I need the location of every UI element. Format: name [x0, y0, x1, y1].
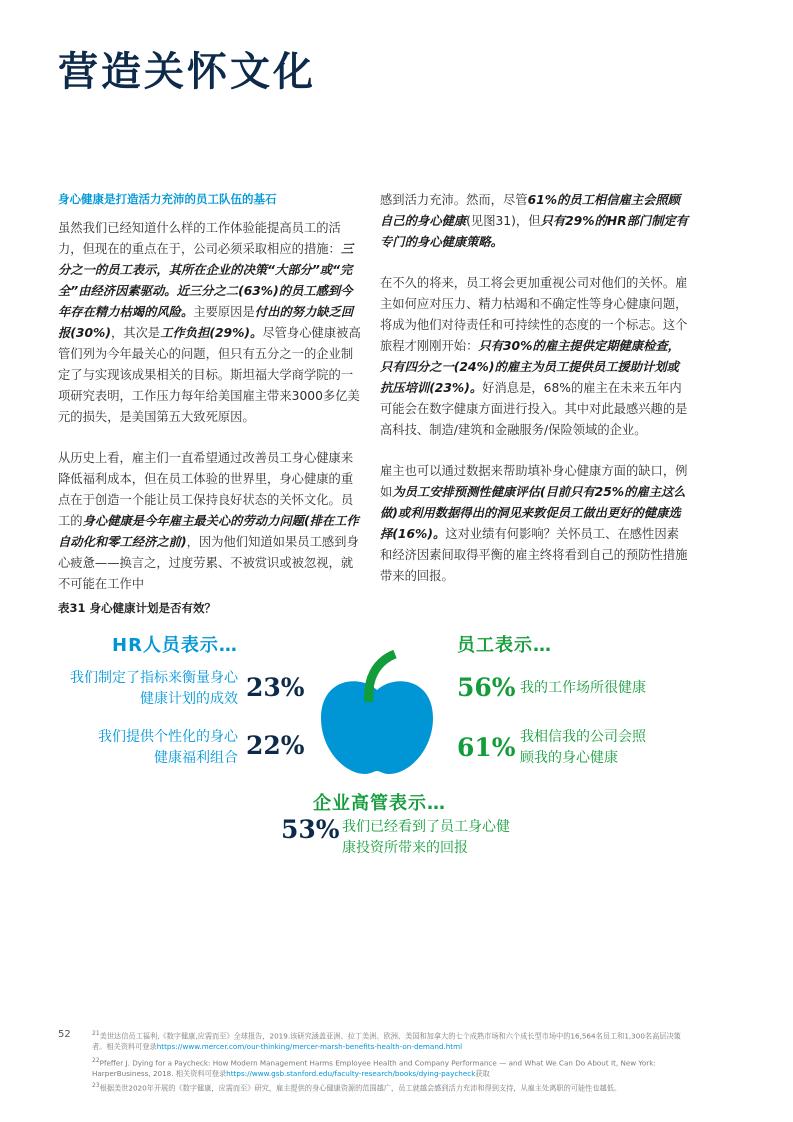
right-column	[380, 190, 690, 607]
employee-statement-1: 我的工作场所很健康	[520, 680, 646, 696]
footnote-1	[92, 1028, 692, 1052]
paragraph	[380, 461, 690, 587]
emphasis-text: 工作负担(29%)。	[160, 326, 263, 340]
footnote-marker: 22	[92, 1057, 100, 1064]
paragraph	[58, 448, 363, 595]
text: (见图31)，但	[466, 214, 541, 228]
apple-icon	[315, 650, 440, 780]
footnote-2	[92, 1055, 692, 1079]
employee-pct-1: 56%	[457, 673, 516, 702]
exec-header: 企业高管表示…	[313, 793, 446, 814]
text: 雇主也可以通过数据来帮助填补身心健康方面的缺口，例如	[380, 464, 688, 499]
text: ，其次是	[110, 326, 161, 340]
emphasis-text: 只有30%的雇主提供定期健康检查，只有四分之一(24%)的雇主为员工提供员工援助计划或抗压培训(23%)。	[380, 339, 680, 395]
footnote-text: 美世达信员工福利,《数字健康,应需而至》全球报告，2019.该研究涵盖亚洲、拉丁美洲、欧洲、美国和加拿大的七个成熟市场和六个成长型市场中的16,564名员工和1,300名高层决策者。相关资料可登录	[92, 1031, 681, 1052]
exec-pct: 53%	[281, 815, 340, 844]
page-title: 营造关怀文化	[58, 48, 316, 95]
footnote-text: Pfeffer J. Dying for a Paycheck: How Modern Management Harms Employee Health and Company Performance — and What We Can Do About It, New York: HarperBusiness, 2018. 相关资料可登录	[92, 1058, 656, 1079]
hr-header: HR人员表示…	[112, 635, 238, 656]
emphasis-text: 身心健康是今年雇主最关心的劳动力问题(排在工作自动化和零工经济之前)	[58, 514, 359, 549]
figure-title: 表31 身心健康计划是否有效？	[58, 601, 217, 615]
text: ，因为他们知道如果员工感到身心疲惫——换言之，过度劳累、不被赏识或被忽视，就不可能在工作中	[58, 535, 359, 591]
emphasis-text: 付出的努力缺乏回报(30%)	[58, 305, 354, 340]
employee-statement-2: 我相信我的公司会照顾我的身心健康	[520, 729, 646, 766]
emphasis-text: 三分之一的员工表示，其所在企业的决策“大部分”或“完全”由经济因素驱动。近三分之二(63%)的员工感到今年存在精力枯竭的风险。	[58, 242, 354, 319]
text: 虽然我们已经知道什么样的工作体验能提高员工的活力，但现在的重点在于，公司必须采取相应的措施：	[58, 221, 341, 256]
page-number: 52	[58, 1029, 71, 1040]
footnote-link[interactable]: https://www.mercer.com/our-thinking/mercer-marsh-benefits-health-on-demand.html	[156, 1042, 463, 1052]
employee-header: 员工表示…	[457, 635, 552, 656]
paragraph	[58, 218, 363, 428]
footnote-text: 获取	[475, 1069, 490, 1079]
hr-statement-1: 我们制定了指标来衡量身心健康计划的成效	[70, 670, 238, 707]
footnote-text: 根据美世2020年开展的《数字健康，应需而至》研究，雇主提供的身心健康资源的范围越广，员工就越会感到活力充沛和得到支持，从雇主处离职的可能性也越低。	[99, 1083, 622, 1093]
left-column	[58, 190, 363, 615]
section-subhead: 身心健康是打造活力充沛的员工队伍的基石	[58, 192, 277, 206]
emphasis-text: 为员工安排预测性健康评估(目前只有25%的雇主这么做)或利用数据得出的洞见来敦促员工做出更好的健康选择(16%)。	[380, 485, 686, 541]
text: 主要原因是	[193, 305, 255, 319]
emphasis-text: 只有29%的HR部门制定有专门的身心健康策略。	[380, 214, 689, 249]
footnote-3	[92, 1080, 692, 1093]
footnote-marker: 21	[92, 1030, 100, 1037]
emphasis-text: 61%的员工相信雇主会照顾自己的身心健康	[380, 193, 680, 228]
exec-statement: 我们已经看到了员工身心健康投资所带来的回报	[342, 819, 510, 856]
text: 感到活力充沛。然而，尽管	[380, 193, 528, 207]
paragraph	[380, 190, 690, 253]
text: 好消息是，68%的雇主在未来五年内可能会在数字健康方面进行投入。其中对此最感兴趣的是高科技、制造/建筑和金融服务/保险领域的企业。	[380, 381, 688, 437]
text: 这对业绩有何影响？关怀员工、在感性因素和经济因素间取得平衡的雇主终将看到自己的预防性措施带来的回报。	[380, 527, 688, 583]
text: 从历史上看，雇主们一直希望通过改善员工身心健康来降低福利成本，但在员工体验的世界里，身心健康的重点在于创造一个能让员工保持良好状态的关怀文化。员工的	[58, 451, 354, 528]
text: 尽管身心健康被高管们列为今年最关心的问题，但只有五分之一的企业制定了与实现该成果相关的目标。斯坦福大学商学院的一项研究表明，工作压力每年给美国雇主带来3000多亿美元的损失，是美国第五大致死原因。	[58, 326, 361, 424]
hr-pct-1: 23%	[246, 673, 305, 702]
hr-statement-2: 我们提供个性化的身心健康福利组合	[98, 729, 238, 766]
text: 在不久的将来，员工将会更加重视公司对他们的关怀。雇主如何应对压力、精力枯竭和不确定性等身心健康问题，将成为他们对待责任和可持续性的态度的一个标志。这个旅程才刚刚开始：	[380, 276, 688, 353]
employee-pct-2: 61%	[457, 733, 516, 762]
footnote-marker: 23	[92, 1082, 100, 1089]
hr-pct-2: 22%	[246, 731, 305, 760]
footnote-link[interactable]: https://www.gsb.stanford.edu/faculty-research/books/dying-paycheck	[226, 1069, 476, 1079]
paragraph	[380, 273, 690, 441]
